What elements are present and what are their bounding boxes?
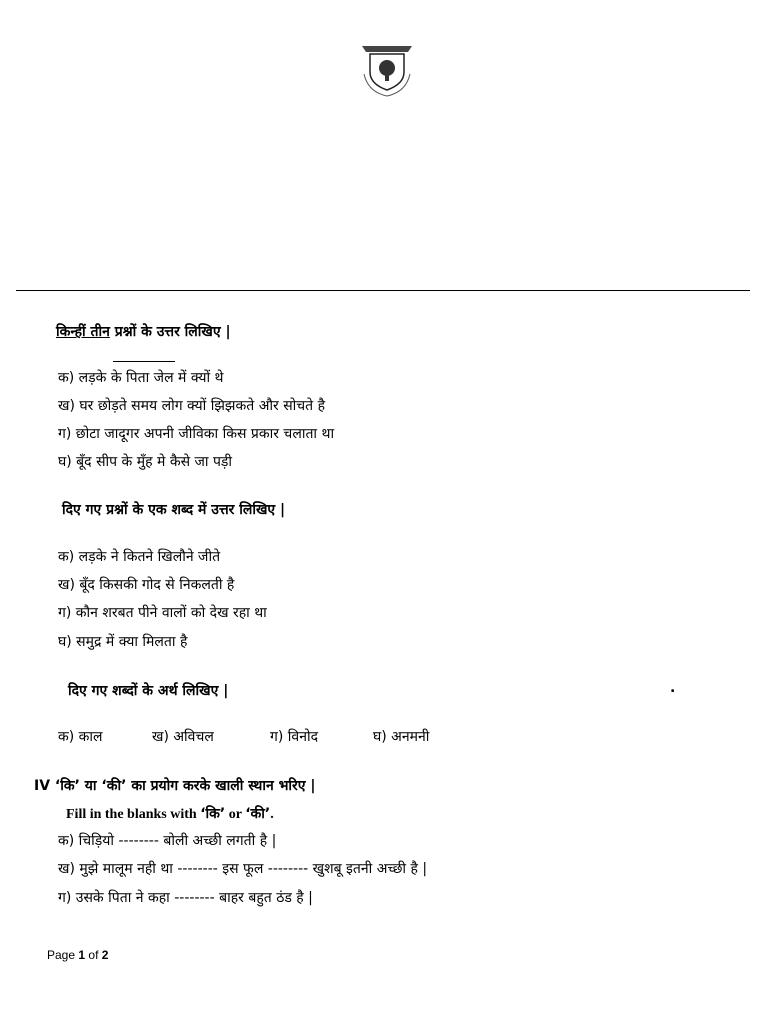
section3-title: दिए गए शब्दों के अर्थ लिखिए | [68, 683, 229, 699]
section1-title [56, 322, 231, 341]
section2-item-3: ग) कौन शरबत पीने वालों को देख रहा था [58, 605, 267, 621]
word-item-3: ग) विनोद [270, 729, 319, 745]
section4-title: IV ‘कि’ या ‘की’ का प्रयोग करके खाली स्थान भरिए | [34, 778, 316, 794]
section2-title: दिए गए प्रश्नों के एक शब्द में उत्तर लिखिए | [62, 502, 286, 518]
page-word: Page [47, 948, 76, 962]
section1-item-4: घ) बूँद सीप के मुँह मे कैसे जा पड़ी [58, 454, 233, 470]
blank-item-2: ख) मुझे मालूम नही था -------- इस फूल -------- खुशबू इतनी अच्छी है | [58, 861, 428, 877]
of-word: of [88, 948, 99, 962]
blank-item-3: ग) उसके पिता ने कहा -------- बाहर बहुत ठंड है | [58, 890, 313, 906]
current-page: 1 [78, 948, 86, 962]
word-item-1: क) काल [58, 729, 103, 745]
section3-dot: . [670, 680, 676, 696]
section2-item-1: क) लड़के ने कितने खिलौने जीते [58, 549, 221, 565]
subtitle-or: or [225, 807, 246, 822]
school-logo [354, 40, 420, 100]
subtitle-text: Fill in the blanks with [66, 807, 201, 822]
section1-title-underlined: किन्हीं तीन [56, 324, 110, 340]
section1-item-3: ग) छोटा जादूगर अपनी जीविका किस प्रकार चलाता था [58, 426, 335, 442]
section1-title-rest: प्रश्नों के उत्तर लिखिए | [109, 324, 231, 340]
subtitle-end: . [270, 807, 274, 822]
total-pages: 2 [101, 948, 109, 962]
header-divider [16, 290, 750, 291]
section1-item-2: ख) घर छोड़ते समय लोग क्यों झिझकते और सोचते है [58, 398, 326, 414]
section2-item-2: ख) बूँद किसकी गोद से निकलती है [58, 577, 235, 593]
blank-item-1: क) चिड़ियो -------- बोली अच्छी लगती है | [58, 833, 277, 849]
answer-line [113, 361, 175, 362]
word-item-4: घ) अनमनी [373, 729, 430, 745]
subtitle-ki-2: ‘की’ [245, 806, 271, 822]
page-indicator [47, 948, 108, 962]
subtitle-ki-1: ‘कि’ [200, 806, 226, 822]
word-item-2: ख) अविचल [152, 729, 214, 745]
section4-subtitle [66, 804, 274, 823]
section1-item-1: क) लड़के के पिता जेल में क्यों थे [58, 370, 224, 386]
section2-item-4: घ) समुद्र में क्या मिलता है [58, 634, 188, 650]
